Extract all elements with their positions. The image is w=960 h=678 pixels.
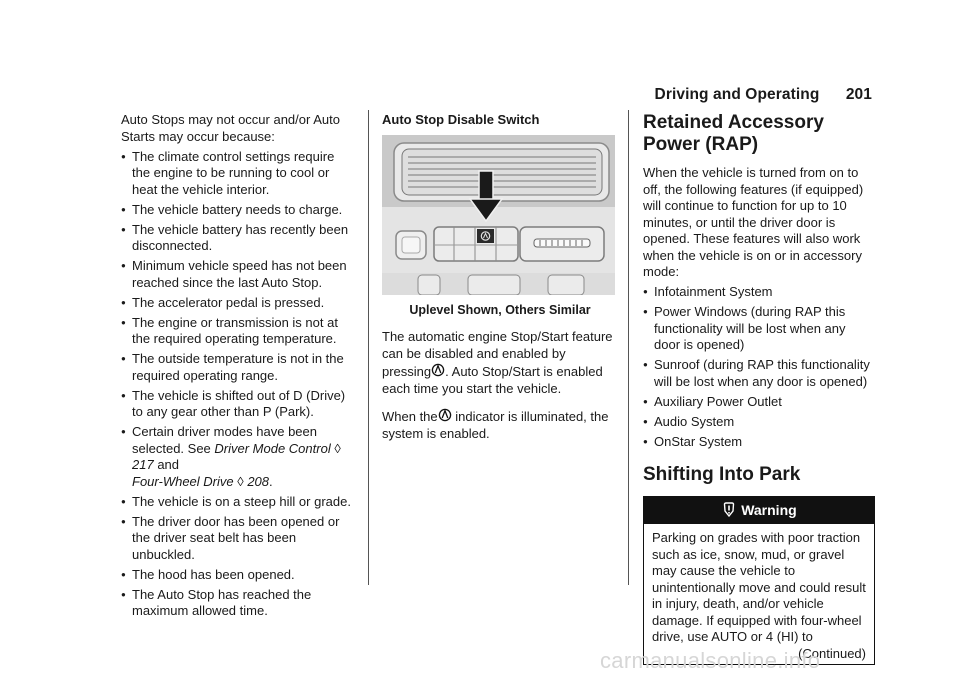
xref-symbol: ◊ [237, 473, 244, 489]
list-item: ● The engine or transmission is not at the required operating temperature. [121, 315, 353, 348]
list-item: ● The driver door has been opened or the driver seat belt has been unbuckled. [121, 514, 353, 564]
list-item: ● The accelerator pedal is pressed. [121, 295, 353, 312]
list-item: ● The vehicle battery needs to charge. [121, 202, 353, 219]
section-heading: Auto Stop Disable Switch [382, 112, 540, 127]
page-number: 201 [845, 86, 872, 103]
list-item: ● Audio System [643, 414, 875, 431]
xref-symbol: ◊ [334, 440, 341, 456]
column-divider-1 [368, 110, 369, 585]
rap-features-list [643, 284, 875, 450]
list-item: ● The vehicle is shifted out of D (Drive) to any gear other than P (Park). [121, 388, 353, 421]
warning-icon [721, 502, 737, 517]
watermark: carmanualsonline.info [600, 648, 821, 673]
column-auto-stop-conditions [121, 112, 353, 620]
list-item: ● The vehicle battery has recently been disconnected. [121, 222, 353, 255]
list-item: ● OnStar System [643, 434, 875, 451]
list-item: ● The Auto Stop has reached the maximum allowed time. [121, 587, 353, 620]
text: . [269, 473, 273, 489]
xref-page-217[interactable]: 217 [132, 457, 154, 472]
switch-illustration [382, 135, 615, 295]
column-rap [643, 112, 875, 665]
list-item: ● Sunroof (during RAP this functionality will be lost when any door is opened) [643, 357, 875, 390]
rap-intro: When the vehicle is turned from on to off, the following features (if equipped) will continue to function for up to 10 minutes, or until the driver door is opened. These features will also work when the vehicle is on or in accessory mode: [643, 165, 864, 279]
warning-box [643, 496, 875, 665]
section-heading-park: Shifting Into Park [643, 464, 801, 485]
text: and [153, 457, 180, 472]
xref-driver-mode-control[interactable]: Driver Mode Control [214, 440, 331, 456]
warning-header [644, 497, 874, 524]
figure-caption: Uplevel Shown, Others Similar [409, 302, 591, 317]
warning-text: Parking on grades with poor traction such as ice, snow, mud, or gravel may cause the vehicle to unintentionally move and could result in injury, death, and/or vehicle damage. If equipped with four-wheel drive, use AUTO or 4 (HI) to [652, 530, 866, 644]
list-item: ● Power Windows (during RAP this functionality will be lost when any door is opened) [643, 304, 875, 354]
text: indicator is illuminated, the system is enabled. [382, 409, 609, 441]
text: The automatic engine Stop/Start feature can be disabled and enabled by pressing [382, 329, 613, 379]
text: Certain driver modes have been selected. See [132, 424, 317, 456]
intro-text: Auto Stops may not occur and/or Auto Starts may occur because: [121, 112, 340, 144]
list-item: ● The outside temperature is not in the required operating range. [121, 351, 353, 384]
column-divider-2 [628, 110, 629, 585]
list-item: ● The vehicle is on a steep hill or grade. [121, 494, 353, 511]
list-item-driver-modes [121, 424, 353, 490]
list-item: ● The hood has been opened. [121, 567, 353, 584]
list-item: ● Infotainment System [643, 284, 875, 301]
xref-four-wheel-drive[interactable]: Four-Wheel Drive [132, 473, 234, 489]
paragraph-indicator [382, 407, 618, 442]
auto-stop-icon [438, 407, 452, 423]
auto-stop-icon [431, 362, 445, 378]
list-item: ● The climate control settings require the engine to be running to cool or heat the vehicle interior. [121, 149, 353, 199]
page-header [655, 86, 872, 104]
text: When the [382, 409, 438, 424]
warning-body [644, 524, 874, 664]
list-item: ● Minimum vehicle speed has not been reached since the last Auto Stop. [121, 258, 353, 291]
section-title: Driving and Operating [654, 86, 820, 103]
list-item: ● Auxiliary Power Outlet [643, 394, 875, 411]
paragraph-disable [382, 329, 618, 397]
text: . Auto Stop/Start is enabled each time you start the vehicle. [382, 364, 603, 396]
column-auto-stop-switch [382, 112, 618, 442]
xref-page-208[interactable]: 208 [247, 473, 270, 489]
continued-label: (Continued) [798, 645, 866, 661]
conditions-list [121, 149, 353, 620]
section-heading-rap: Retained Accessory Power (RAP) [643, 112, 824, 155]
warning-title: Warning [741, 502, 797, 518]
